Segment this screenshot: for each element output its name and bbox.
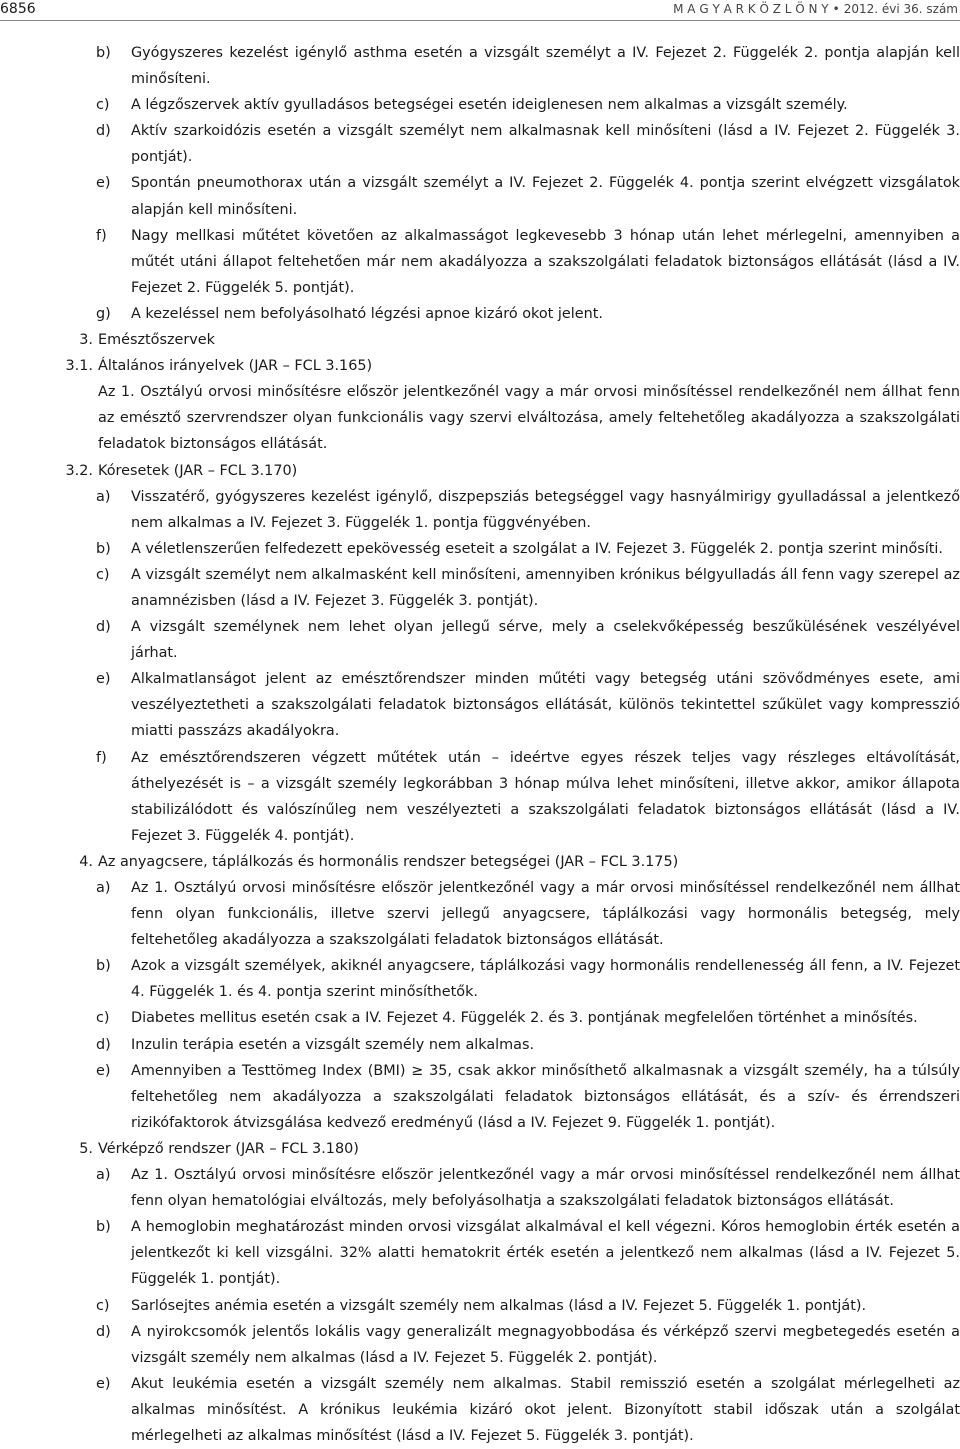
item-text: Akut leukémia esetén a vizsgált személy nem alkalmas. Stabil remisszió esetén a szolgálat mérlegelheti az alkalmas minősítést. A krónikus leukémia kizáró okot jelent. Bizonyított stabil időszak után a szolgálat mérlegelheti az alkalmas minősítést (lásd a IV. Fejezet 5. Függelék 3. pontját). [131, 1375, 960, 1444]
item-text: Alkalmatlanságot jelent az emésztőrendszer minden műtéti vagy betegség utáni szövődményes esete, ami veszélyeztetheti a szakszolgálati feladatok biztonságos ellátását, különös tekintettel szűkület vagy kompresszió miatti passzázs akadályokra. [131, 671, 960, 740]
item-text: A hemoglobin meghatározást minden orvosi vizsgálat alkalmával el kell végezni. Kóros hemoglobin érték esetén a jelentkezőt ki kell vizsgálni. 32% alatti hematokrit érték esetén a jelentkező nem alkalmas (lásd a IV. Fejezet 5. Függelék 1. pontját). [131, 1219, 960, 1288]
list-item [0, 223, 960, 301]
item-label: d) [96, 123, 111, 140]
list-item [0, 1005, 960, 1031]
section-heading [0, 849, 960, 875]
list-item [0, 875, 960, 953]
list-item [0, 1319, 960, 1371]
journal-info [673, 0, 958, 18]
issue-label: 2012. évi 36. szám [843, 2, 958, 16]
item-label: c) [96, 1297, 110, 1314]
section-title: Vérképző rendszer (JAR – FCL 3.180) [98, 1140, 359, 1157]
item-label: c) [96, 97, 110, 114]
item-label: a) [96, 1167, 111, 1184]
section-number: 3. [79, 332, 93, 349]
page-header [0, 0, 960, 20]
journal-title: M A G Y A R K Ö Z L Ö N Y [673, 2, 829, 16]
list-item [0, 40, 960, 92]
section-heading [0, 1136, 960, 1162]
item-text: Nagy mellkasi műtétet követően az alkalmasságot legkevesebb 3 hónap után lehet mérlegelni, amennyiben a műtét utáni állapot feltehetően már nem akadályozza a szakszolgálati feladatok biztonságos ellátását (lásd a IV. Fejezet 2. Függelék 5. pontját). [131, 227, 960, 296]
item-label: d) [96, 1323, 111, 1340]
list-item [0, 118, 960, 170]
item-label: a) [96, 488, 111, 505]
item-text: A vizsgált személynek nem lehet olyan jellegű sérve, mely a cselekvőképesség beszűkülésének veszélyével járhat. [131, 619, 960, 662]
item-text: Azok a vizsgált személyek, akiknél anyagcsere, táplálkozási vagy hormonális rendellenesség áll fenn, a IV. Fejezet 4. Függelék 1. és 4. pontja szerint minősíthetők. [131, 958, 960, 1001]
document-body [0, 40, 960, 1449]
list-item [0, 614, 960, 666]
item-label: d) [96, 619, 111, 636]
item-label: e) [96, 175, 111, 192]
item-label: b) [96, 1219, 111, 1236]
item-text: Sarlósejtes anémia esetén a vizsgált személy nem alkalmas (lásd a IV. Fejezet 5. Függelék 1. pontját). [131, 1297, 867, 1314]
item-text: Aktív szarkoidózis esetén a vizsgált személyt nem alkalmasnak kell minősíteni (lásd a IV. Fejezet 2. Függelék 3. pontját). [131, 123, 960, 166]
list-item [0, 1214, 960, 1292]
item-label: b) [96, 540, 111, 557]
item-text: Inzulin terápia esetén a vizsgált személy nem alkalmas. [131, 1036, 535, 1053]
item-text: Diabetes mellitus esetén csak a IV. Fejezet 4. Függelék 2. és 3. pontjának megfelelően történhet a minősítés. [131, 1010, 918, 1027]
section-title: Kóresetek (JAR – FCL 3.170) [98, 462, 298, 479]
section-number: 4. [79, 853, 93, 870]
list-item [0, 666, 960, 744]
item-label: e) [96, 671, 111, 688]
item-label: b) [96, 45, 111, 61]
list-item [0, 1293, 960, 1319]
item-text: Az 1. Osztályú orvosi minősítésre először jelentkezőnél vagy a már orvosi minősítéssel rendelkezőnél nem állhat fenn olyan funkcionális, illetve szervi jellegű anyagcsere, táplálkozási vagy hormonális betegség, mely feltehetőleg akadályozza a szakszolgálati feladatok biztonságos ellátását. [131, 880, 960, 949]
list-item [0, 92, 960, 118]
item-text: Az 1. Osztályú orvosi minősítésre először jelentkezőnél vagy a már orvosi minősítéssel rendelkezőnél nem állhat fenn olyan hematológiai elváltozás, mely befolyásolhatja a szakszolgálati feladatok biztonságos ellátását. [131, 1167, 960, 1210]
item-label: e) [96, 1062, 111, 1079]
section-number: 5. [79, 1140, 93, 1157]
list-item [0, 1032, 960, 1058]
item-label: e) [96, 1375, 111, 1392]
item-text: A nyirokcsomók jelentős lokális vagy generalizált megnagyobbodása és vérképző szervi megbetegedés esetén a vizsgált személy nem alkalmas (lásd a IV. Fejezet 5. Függelék 2. pontját). [131, 1323, 960, 1366]
item-label: f) [96, 227, 107, 244]
section-heading [0, 458, 960, 484]
section-heading [0, 327, 960, 353]
section-title: Emésztőszervek [98, 332, 215, 349]
item-text: A légzőszervek aktív gyulladásos betegségei esetén ideiglenesen nem alkalmas a vizsgált személy. [131, 97, 848, 114]
item-label: b) [96, 958, 111, 975]
item-text: A kezeléssel nem befolyásolható légzési apnoe kizáró okot jelent. [131, 305, 603, 322]
list-item [0, 484, 960, 536]
section-heading [0, 353, 960, 379]
section-title: Az anyagcsere, táplálkozás és hormonális rendszer betegségei (JAR – FCL 3.175) [98, 853, 679, 870]
item-text: Gyógyszeres kezelést igénylő asthma esetén a vizsgált személyt a IV. Fejezet 2. Függelék 2. pontja alapján kell minősíteni. [131, 45, 960, 88]
list-item [0, 170, 960, 222]
list-item [0, 1371, 960, 1449]
section-number: 3.2. [65, 462, 93, 479]
item-text: Spontán pneumothorax után a vizsgált személyt a IV. Fejezet 2. Függelék 4. pontja szerint elvégzett vizsgálatok alapján kell minősíteni. [131, 175, 960, 218]
item-label: c) [96, 1010, 110, 1027]
item-label: c) [96, 566, 110, 583]
item-label: f) [96, 749, 107, 766]
item-label: g) [96, 305, 111, 322]
item-text: Amennyiben a Testtömeg Index (BMI) ≥ 35, csak akkor minősíthető alkalmasnak a vizsgált személy, ha a túlsúly feltehetőleg nem akadályozza a szakszolgálati feladatok biztonságos ellátását, és a szív- és érrendszeri rizikófaktorok átvizsgálása kedvező eredményű (lásd a IV. Fejezet 9. Függelék 1. pontját). [131, 1062, 960, 1131]
item-text: Visszatérő, gyógyszeres kezelést igénylő, diszpepsziás betegséggel vagy hasnyálmirigy gyulladással a jelentkező nem alkalmas a IV. Fejezet 3. Függelék 1. pontja függvényében. [131, 488, 960, 531]
section-number: 3.1. [65, 358, 93, 375]
item-text: Az emésztőrendszeren végzett műtétek után – ideértve egyes részek teljes vagy részleges eltávolítását, áthelyezését is – a vizsgált személy legkorábban 3 hónap múlva lehet minősíteni, illetve akkor, amikor állapota stabilizálódott és valószínűleg nem veszélyezteti a szakszolgálati feladatok biztonságos ellátását (lásd a IV. Fejezet 3. Függelék 4. pontját). [131, 749, 960, 844]
list-item [0, 562, 960, 614]
list-item [0, 301, 960, 327]
list-item [0, 536, 960, 562]
page-number: 6856 [0, 1, 36, 17]
item-label: d) [96, 1036, 111, 1053]
item-label: a) [96, 880, 111, 896]
item-text: A vizsgált személyt nem alkalmasként kell minősíteni, amennyiben krónikus bélgyulladás áll fenn vagy szerepel az anamnézisben (lásd a IV. Fejezet 3. Függelék 3. pontját). [131, 566, 960, 609]
bullet-separator: • [832, 2, 840, 16]
list-item [0, 745, 960, 849]
list-item [0, 1058, 960, 1136]
section-title: Általános irányelvek (JAR – FCL 3.165) [98, 358, 373, 375]
item-text: A véletlenszerűen felfedezett epekövesség eseteit a szolgálat a IV. Fejezet 3. Függelék 2. pontja szerint minősíti. [131, 540, 943, 557]
header-rule [0, 20, 960, 21]
list-item [0, 1162, 960, 1214]
list-item [0, 953, 960, 1005]
paragraph: Az 1. Osztályú orvosi minősítésre először jelentkezőnél vagy a már orvosi minősítéssel rendelkezőnél nem állhat fenn az emésztő szervrendszer olyan funkcionális vagy szervi elváltozása, amely feltehetőleg akadályozza a szakszolgálati feladatok biztonságos ellátását. [98, 384, 960, 453]
